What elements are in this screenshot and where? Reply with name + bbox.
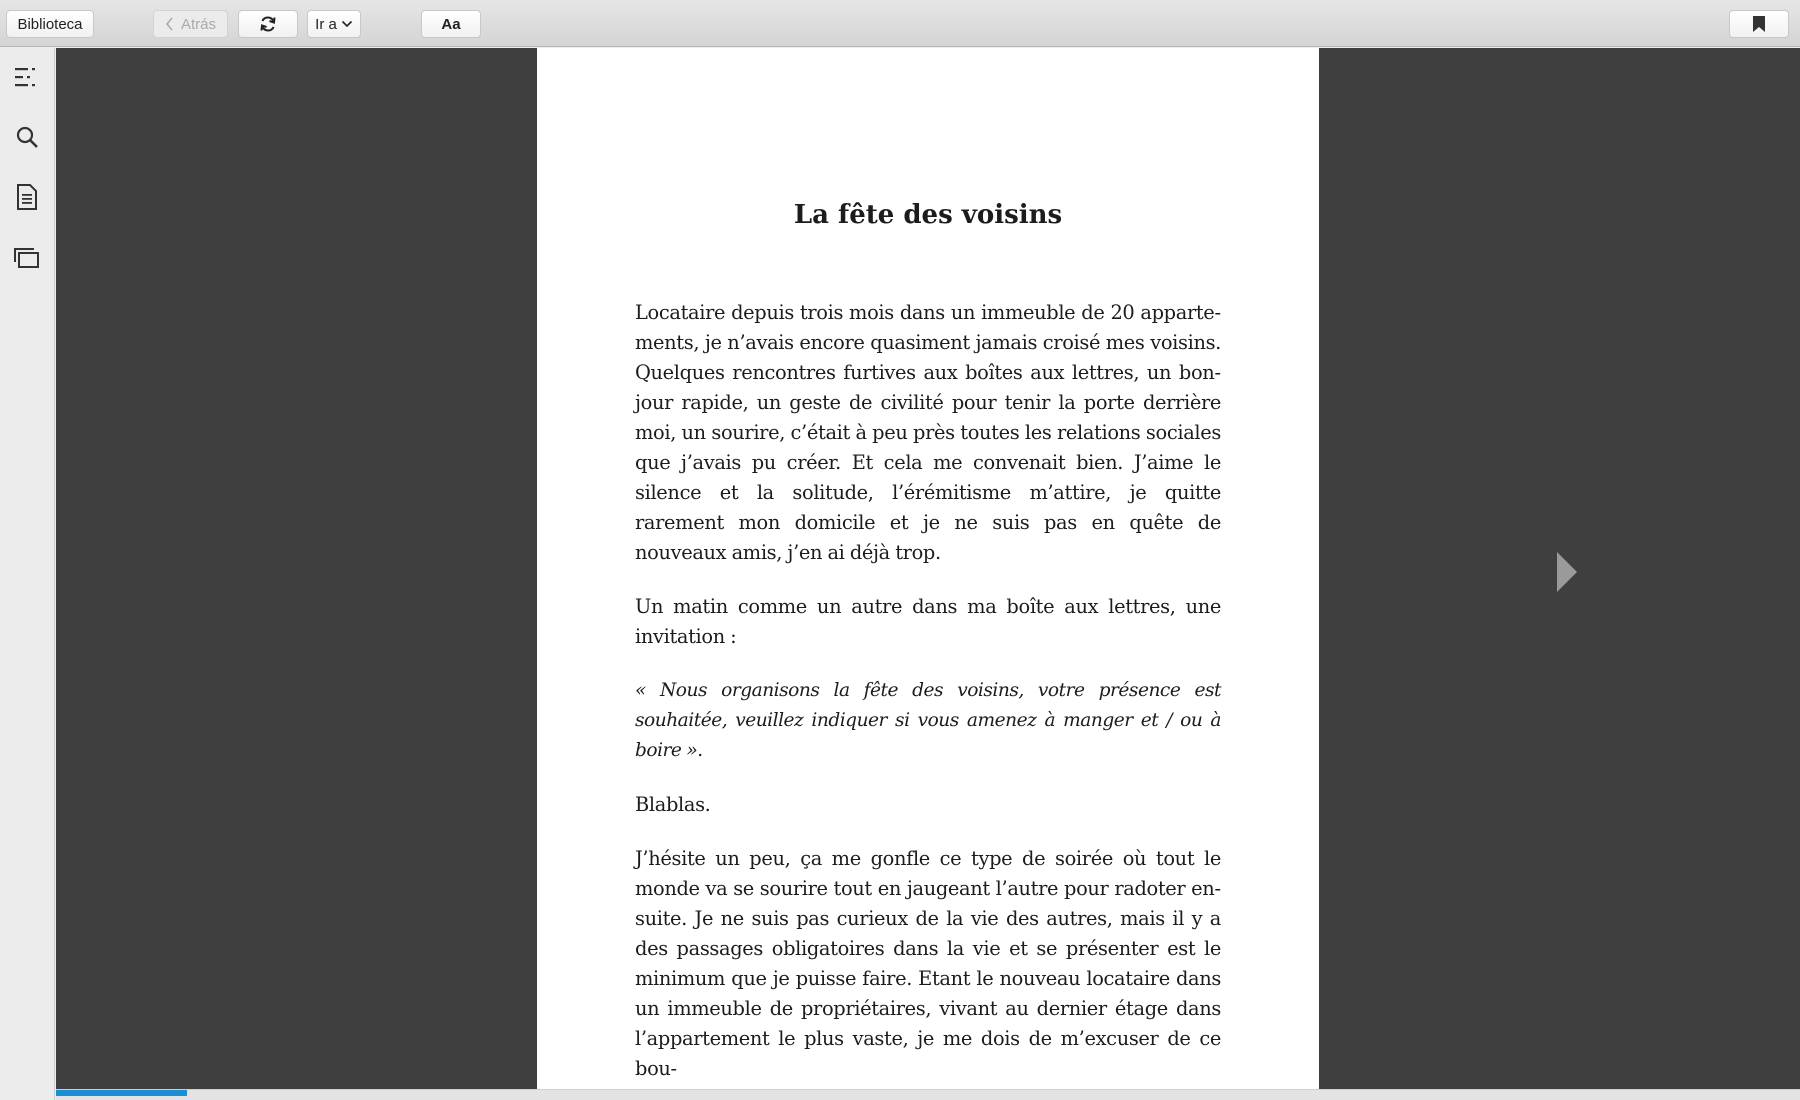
book-page [537, 48, 1319, 1089]
goto-dropdown[interactable] [307, 10, 361, 38]
refresh-button[interactable] [238, 10, 298, 38]
notes-icon[interactable] [12, 182, 42, 212]
font-settings-label: Aa [441, 15, 461, 33]
back-button[interactable] [153, 10, 228, 38]
chevron-left-icon [165, 17, 175, 31]
reading-progress-bar[interactable] [56, 1089, 1800, 1100]
chapter-title: La fête des voisins [793, 200, 1063, 230]
library-button-label: Biblioteca [17, 15, 83, 33]
pages-icon[interactable] [12, 243, 42, 273]
goto-dropdown-label: Ir a [315, 15, 337, 33]
bookmark-icon [1752, 15, 1766, 33]
toolbar [0, 0, 1800, 47]
paragraph: Locataire depuis trois mois dans un immeuble de 20 appartements, je n’avais encore quasiment jamais croisé mes voisins. Quelques rencontres furtives aux boîtes aux lettres, un bonjour rapide, un geste de civilité pour tenir la porte derrière moi, un sourire, c’était à peu près toutes les relations sociales que j’avais pu créer. Et cela me convenait bien. J’aime le silence et la solitude, l’érémitisme m’attire, je quitte rarement mon domicile et je ne suis pas en quête de nouveaux amis, j’en ai déjà trop. [635, 301, 1221, 564]
library-button[interactable] [6, 10, 94, 38]
invitation-quote: « Nous organisons la fête des voisins, votre présence est souhaitée, veuillez indiquer si vous amenez à manger et / ou à boire ». [635, 680, 1221, 761]
sidebar [0, 48, 55, 1100]
font-settings-button[interactable] [421, 10, 481, 38]
back-button-label: Atrás [180, 15, 216, 33]
table-of-contents-icon[interactable] [12, 62, 42, 92]
reading-progress-fill [56, 1090, 187, 1096]
paragraph: J’hésite un peu, ça me gonfle ce type de soirée où tout le monde va se sourire tout en jaugeant l’autre pour radoter ensuite. Je ne suis pas curieux de la vie des autres, mais il y a des passages obligatoires dans la vie et se présenter est le minimum que je puisse faire. Etant le nouveau locataire dans un immeuble de propriétaires, vivant au dernier étage dans l’appartement le plus vaste, je me dois de m’excuser de ce bou- [635, 847, 1221, 1080]
bookmark-button[interactable] [1729, 10, 1789, 38]
page-content [635, 198, 1221, 1100]
paragraph: Blablas. [635, 793, 711, 816]
reader-area [56, 48, 1800, 1089]
next-page-arrow-icon[interactable] [1555, 550, 1579, 594]
paragraph: Un matin comme un autre dans ma boîte aux lettres, une invitation : [635, 595, 1221, 648]
search-icon[interactable] [12, 122, 42, 152]
chevron-down-icon [341, 20, 353, 28]
refresh-icon [258, 14, 278, 34]
